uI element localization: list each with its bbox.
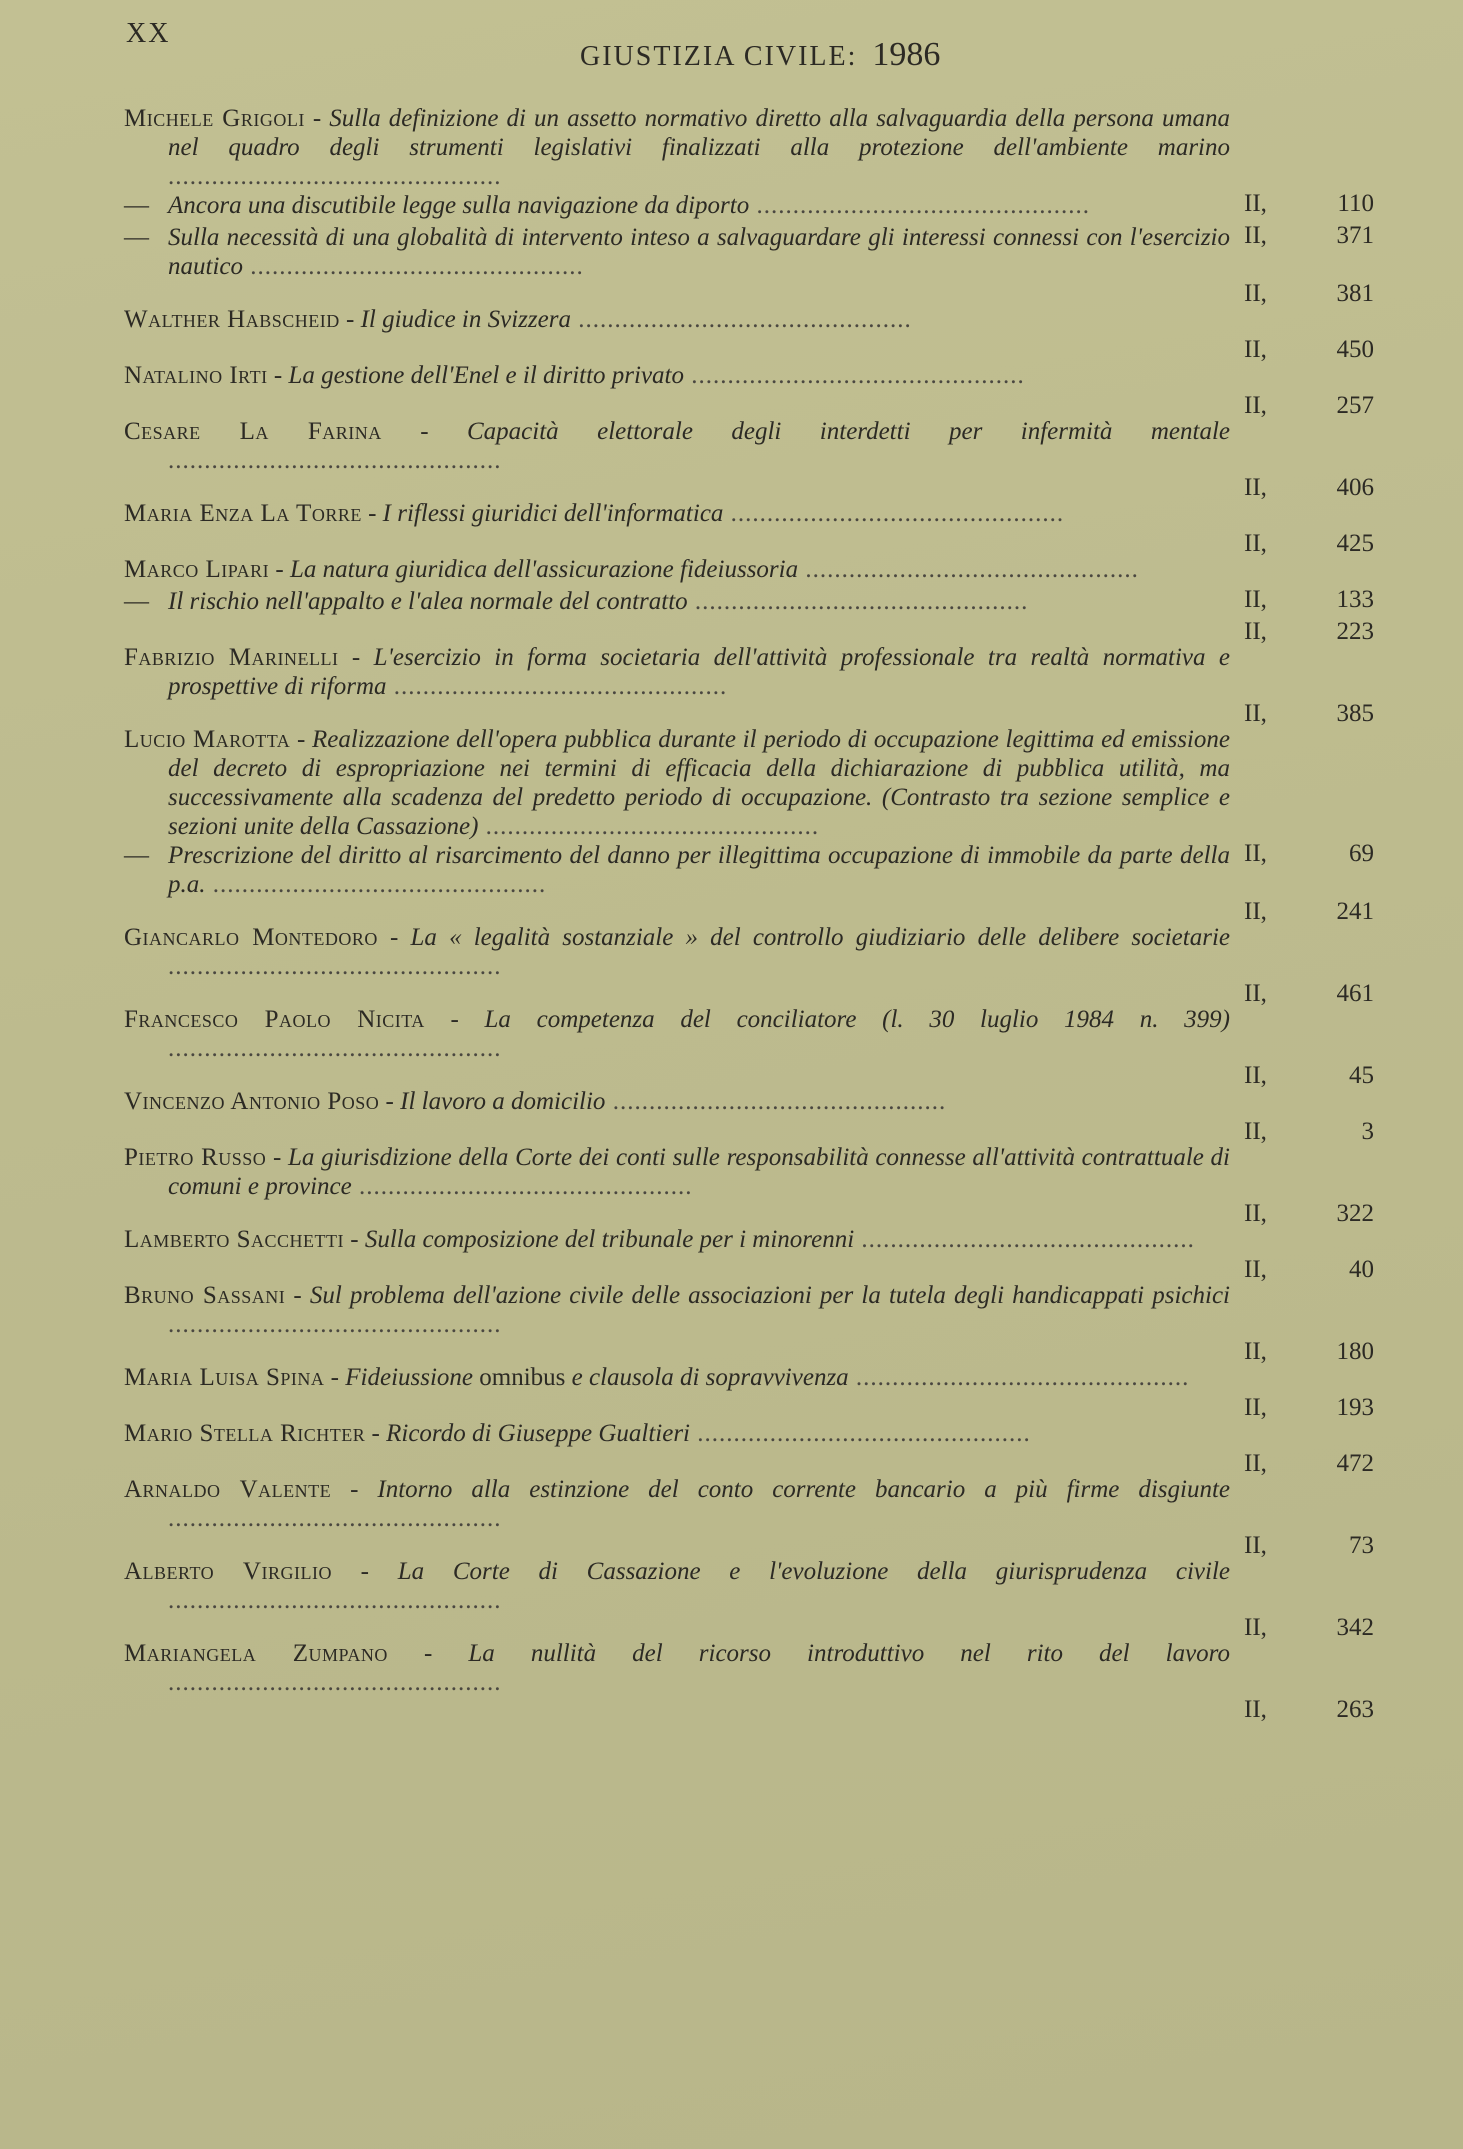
article-title-part: e clausola di sopravvivenza xyxy=(571,1364,849,1391)
index-item xyxy=(124,841,1374,925)
separator: - xyxy=(338,644,374,671)
author-entry xyxy=(124,1281,1374,1365)
page-number-ref: 263 xyxy=(1336,1696,1374,1723)
author-name: Lamberto Sacchetti xyxy=(124,1226,345,1253)
page-number-ref: 3 xyxy=(1361,1118,1374,1145)
dot-leader: .............................................. xyxy=(168,953,502,980)
separator: - xyxy=(324,1364,346,1391)
separator: - xyxy=(285,1282,310,1309)
volume-number: II, xyxy=(1244,618,1267,645)
page-number: XX xyxy=(126,18,171,49)
continuation-dash: — xyxy=(124,192,149,219)
volume-number: II, xyxy=(1244,1614,1267,1641)
article-title: Ancora una discutibile legge sulla navigazione da diporto xyxy=(168,192,750,219)
article-title-part: Fideiussione xyxy=(345,1364,474,1391)
article-title-part: omnibus xyxy=(479,1364,566,1391)
dot-leader: .............................................. xyxy=(168,1587,502,1614)
article-title: I riflessi giuridici dell'informatica xyxy=(382,500,724,527)
article-title: Sul problema dell'azione civile delle associazioni per la tutela degli handicappati psichici xyxy=(309,1282,1230,1309)
separator: - xyxy=(424,1006,485,1033)
index-item xyxy=(124,1143,1374,1227)
volume-number: II, xyxy=(1244,1062,1267,1089)
separator: - xyxy=(304,105,330,132)
volume-number: II, xyxy=(1244,392,1267,419)
separator: - xyxy=(290,726,312,753)
volume-number: II, xyxy=(1244,280,1267,307)
dot-leader: .............................................. xyxy=(723,500,1065,527)
author-entry xyxy=(124,1087,1374,1145)
index-item xyxy=(124,1475,1374,1559)
author-name: Maria Luisa Spina xyxy=(124,1364,325,1391)
author-entry xyxy=(124,555,1374,645)
separator: - xyxy=(344,1226,365,1253)
volume-number: II, xyxy=(1244,1118,1267,1145)
dot-leader: .............................................. xyxy=(848,1364,1190,1391)
author-name: Francesco Paolo Nicita xyxy=(124,1006,425,1033)
author-entry xyxy=(124,1639,1374,1723)
page-number-ref: 180 xyxy=(1336,1338,1374,1365)
index-item xyxy=(124,1087,1374,1145)
article-title: Intorno alla estinzione del conto corrente bancario a più firme disgiunte xyxy=(377,1476,1230,1503)
article-title: La natura giuridica dell'assicurazione fideiussoria xyxy=(289,556,799,583)
separator: - xyxy=(361,500,383,527)
page-number-ref: 257 xyxy=(1336,392,1374,419)
author-name: Maria Enza La Torre xyxy=(124,500,362,527)
author-index xyxy=(124,104,1374,1721)
dot-leader: .............................................. xyxy=(168,1035,502,1062)
separator: - xyxy=(377,924,411,951)
page-number-ref: 241 xyxy=(1336,898,1374,925)
separator: - xyxy=(269,556,290,583)
author-name: Marco Lipari xyxy=(124,556,270,583)
author-name: Fabrizio Marinelli xyxy=(124,644,339,671)
author-name: Cesare La Farina xyxy=(124,418,382,445)
author-entry xyxy=(124,1363,1374,1421)
page-number-ref: 461 xyxy=(1336,980,1374,1007)
dot-leader: .............................................. xyxy=(386,673,728,700)
separator: - xyxy=(365,1420,387,1447)
author-entry xyxy=(124,361,1374,419)
separator: - xyxy=(267,362,289,389)
running-title xyxy=(580,36,940,74)
article-title: La « legalità sostanziale » del controllo giudiziario delle delibere societarie xyxy=(410,924,1230,951)
dot-leader: .............................................. xyxy=(570,306,912,333)
index-item xyxy=(124,1225,1374,1283)
page-number-ref: 371 xyxy=(1336,222,1374,249)
separator: - xyxy=(331,1558,398,1585)
page-number-ref: 322 xyxy=(1336,1200,1374,1227)
continuation-dash: — xyxy=(124,842,149,869)
page-number-ref: 69 xyxy=(1349,840,1374,867)
index-item xyxy=(124,305,1374,363)
volume-number: II, xyxy=(1244,474,1267,501)
index-item xyxy=(124,1557,1374,1641)
page-number-ref: 406 xyxy=(1336,474,1374,501)
author-entry xyxy=(124,1143,1374,1227)
volume-number: II, xyxy=(1244,1394,1267,1421)
author-name: Lucio Marotta xyxy=(124,726,291,753)
page-number-ref: 342 xyxy=(1336,1614,1374,1641)
author-name: Walther Habscheid xyxy=(124,306,340,333)
page-number-ref: 73 xyxy=(1349,1532,1374,1559)
author-name: Mariangela Zumpano xyxy=(124,1640,388,1667)
dot-leader: .............................................. xyxy=(478,813,820,840)
index-item xyxy=(124,1005,1374,1089)
author-entry xyxy=(124,1557,1374,1641)
author-name: Natalino Irti xyxy=(124,362,268,389)
page-number-ref: 45 xyxy=(1349,1062,1374,1089)
page-number-ref: 133 xyxy=(1336,586,1374,613)
volume-number: II, xyxy=(1244,190,1267,217)
article-title: Prescrizione del diritto al risarcimento del danno per illegittima occupazione di immobile da parte della p.a. xyxy=(168,842,1230,898)
author-name: Mario Stella Richter xyxy=(124,1420,366,1447)
author-name: Bruno Sassani xyxy=(124,1282,286,1309)
article-title: La Corte di Cassazione e l'evoluzione della giurisprudenza civile xyxy=(397,1558,1230,1585)
separator: - xyxy=(339,306,361,333)
index-item xyxy=(124,1363,1374,1421)
article-title: La giurisdizione della Corte dei conti sulle responsabilità connesse all'attività contrattuale di comuni e province xyxy=(168,1144,1231,1200)
volume-number: II, xyxy=(1244,222,1267,249)
author-entry xyxy=(124,1419,1374,1477)
volume-number: II, xyxy=(1244,530,1267,557)
index-item xyxy=(124,1639,1374,1723)
article-title: Il rischio nell'appalto e l'alea normale del contratto xyxy=(168,588,688,615)
author-entry xyxy=(124,1005,1374,1089)
author-name: Pietro Russo xyxy=(124,1144,267,1171)
volume-number: II, xyxy=(1244,1256,1267,1283)
volume-number: II, xyxy=(1244,336,1267,363)
page-number-ref: 425 xyxy=(1336,530,1374,557)
volume-number: II, xyxy=(1244,586,1267,613)
page-number-ref: 110 xyxy=(1337,190,1374,217)
author-entry xyxy=(124,1225,1374,1283)
index-item xyxy=(124,191,1374,249)
dot-leader: .............................................. xyxy=(798,556,1139,583)
index-item xyxy=(124,1419,1374,1477)
dot-leader: .............................................. xyxy=(168,1311,502,1338)
volume-number: II, xyxy=(1244,1450,1267,1477)
article-title: Realizzazione dell'opera pubblica durante il periodo di occupazione legittima ed emissione del decreto di espropriazione nei termini di efficacia della dichiarazione di pubblica utilità, ma successivamente alla scadenza del predetto periodo di occupazione. (Contrasto tra sezione semplice e sezioni unite della Cassazione) xyxy=(168,726,1230,840)
index-item xyxy=(124,1281,1374,1365)
article-title: Capacità elettorale degli interdetti per infermità mentale xyxy=(467,418,1230,445)
dot-leader: .............................................. xyxy=(854,1226,1195,1253)
author-name: Giancarlo Montedoro xyxy=(124,924,378,951)
volume-number: II, xyxy=(1244,1532,1267,1559)
dot-leader: .............................................. xyxy=(605,1088,947,1115)
author-entry xyxy=(124,1475,1374,1559)
author-name: Vincenzo Antonio Poso xyxy=(124,1088,380,1115)
author-name: Arnaldo Valente xyxy=(124,1476,332,1503)
dot-leader: .............................................. xyxy=(351,1173,693,1200)
continuation-dash: — xyxy=(124,224,149,251)
author-entry xyxy=(124,305,1374,363)
separator: - xyxy=(331,1476,378,1503)
index-item xyxy=(124,923,1374,1007)
index-item xyxy=(124,499,1374,557)
dot-leader: .............................................. xyxy=(690,1420,1031,1447)
index-item xyxy=(124,725,1374,867)
dot-leader: .............................................. xyxy=(687,588,1029,615)
author-name: Alberto Virgilio xyxy=(124,1558,332,1585)
page-number-ref: 450 xyxy=(1336,336,1374,363)
index-item xyxy=(124,643,1374,727)
article-title: La gestione dell'Enel e il diritto privato xyxy=(288,362,685,389)
separator: - xyxy=(387,1640,469,1667)
article-title: Ricordo di Giuseppe Gualtieri xyxy=(386,1420,691,1447)
volume-number: II, xyxy=(1244,1696,1267,1723)
separator: - xyxy=(381,418,467,445)
dot-leader: .............................................. xyxy=(205,871,547,898)
author-entry xyxy=(124,417,1374,501)
author-entry xyxy=(124,643,1374,727)
index-item xyxy=(124,587,1374,645)
continuation-dash: — xyxy=(124,588,149,615)
separator: - xyxy=(266,1144,289,1171)
article-title: L'esercizio in forma societaria dell'attività professionale tra realtà normativa e prospettive di riforma xyxy=(168,644,1230,700)
article-title: Sulla composizione del tribunale per i minorenni xyxy=(364,1226,855,1253)
dot-leader: .............................................. xyxy=(168,163,502,190)
author-entry xyxy=(124,923,1374,1007)
page-number-ref: 193 xyxy=(1336,1394,1374,1421)
index-item xyxy=(124,361,1374,419)
index-item xyxy=(124,417,1374,501)
volume-number: II, xyxy=(1244,898,1267,925)
dot-leader: .............................................. xyxy=(243,253,584,280)
page-number-ref: 381 xyxy=(1336,280,1374,307)
volume-number: II, xyxy=(1244,700,1267,727)
page-number-ref: 385 xyxy=(1336,700,1374,727)
dot-leader: .............................................. xyxy=(749,192,1090,219)
article-title: La nullità del ricorso introduttivo nel rito del lavoro xyxy=(468,1640,1230,1667)
running-title-text: GIUSTIZIA CIVILE: xyxy=(580,41,858,72)
dot-leader: .............................................. xyxy=(168,447,502,474)
author-entry xyxy=(124,725,1374,925)
author-name: Michele Grigoli xyxy=(124,105,305,132)
dot-leader: .............................................. xyxy=(168,1669,502,1696)
page-number-ref: 472 xyxy=(1336,1450,1374,1477)
volume-number: II, xyxy=(1244,1338,1267,1365)
index-item xyxy=(124,223,1374,307)
article-title: Sulla necessità di una globalità di intervento inteso a salvaguardare gli interessi connessi con l'esercizio nautico xyxy=(168,224,1230,280)
article-title: Sulla definizione di un assetto normativo diretto alla salvaguardia della persona umana nel quadro degli strumenti legislativi finalizzati alla protezione dell'ambiente marino xyxy=(168,105,1231,161)
article-title: La competenza del conciliatore (l. 30 luglio 1984 n. 399) xyxy=(484,1006,1231,1033)
volume-number: II, xyxy=(1244,840,1267,867)
running-title-year: 1986 xyxy=(872,36,941,73)
volume-number: II, xyxy=(1244,980,1267,1007)
volume-number: II, xyxy=(1244,1200,1267,1227)
page-number-ref: 40 xyxy=(1349,1256,1374,1283)
page-number-ref: 223 xyxy=(1336,618,1374,645)
separator: - xyxy=(379,1088,401,1115)
dot-leader: .............................................. xyxy=(684,362,1025,389)
dot-leader: .............................................. xyxy=(168,1505,502,1532)
article-title: Il giudice in Svizzera xyxy=(360,306,571,333)
author-entry xyxy=(124,499,1374,557)
article-title: Il lavoro a domicilio xyxy=(400,1088,606,1115)
author-entry xyxy=(124,104,1374,307)
